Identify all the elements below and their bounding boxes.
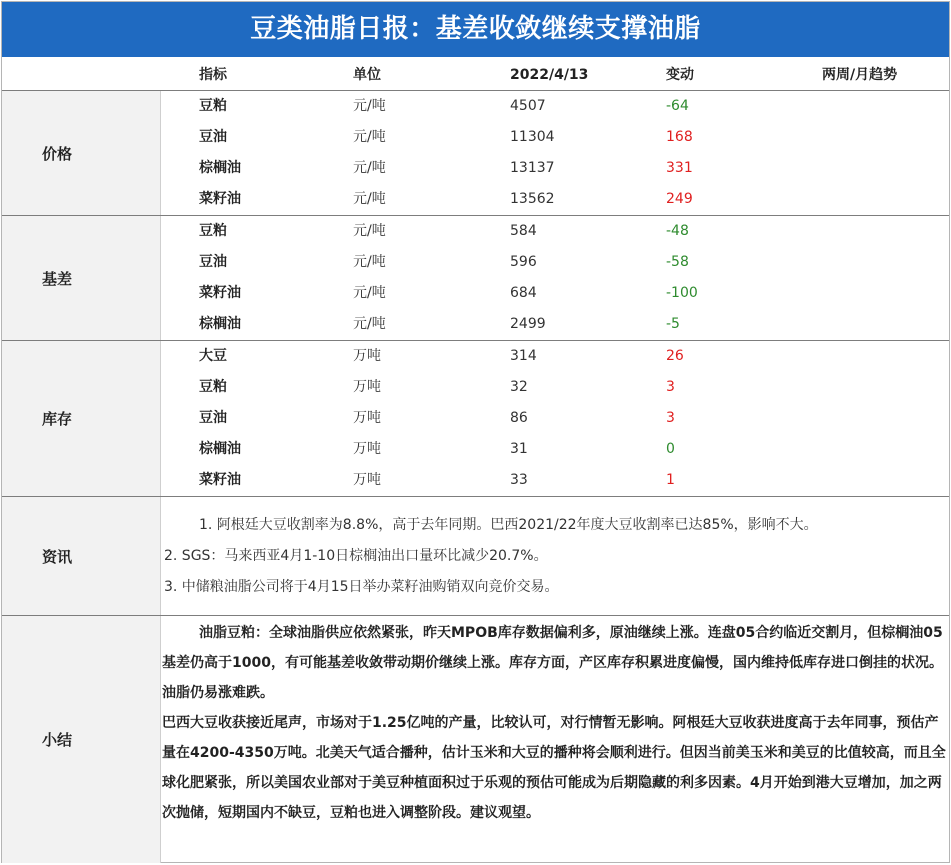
row-unit: 元/吨: [353, 285, 386, 301]
header-date: 2022/4/13: [510, 67, 589, 83]
row-value: 11304: [510, 129, 555, 145]
row-name: 棕榈油: [199, 160, 241, 176]
row-value: 596: [510, 254, 537, 270]
row-value: 32: [510, 379, 528, 395]
row-name: 豆粕: [199, 98, 227, 114]
row-name: 棕榈油: [199, 441, 241, 457]
summary-paragraph: 油脂豆粕：全球油脂供应依然紧张，昨天MPOB库存数据偏利多，原油继续上涨。连盘05合约临近交割月，但棕榈油05基差仍高于1000，有可能基差收敛带动期价继续上涨。库存方面，产区库存积累进度偏慢，国内维持低库存进口倒挂的状况。油脂仍易涨难跌。: [162, 625, 943, 701]
row-name: 大豆: [199, 348, 227, 364]
row-value: 31: [510, 441, 528, 457]
row-unit: 元/吨: [353, 129, 386, 145]
row-change: 3: [666, 410, 675, 426]
summary-text: [162, 618, 947, 828]
row-unit: 万吨: [353, 379, 381, 395]
row-change: 1: [666, 472, 675, 488]
row-value: 13137: [510, 160, 555, 176]
row-name: 棕榈油: [199, 316, 241, 332]
row-change: 168: [666, 129, 693, 145]
section-label-inventory: 库存: [2, 341, 160, 496]
divider: [160, 91, 161, 215]
summary-paragraph: 巴西大豆收获接近尾声，市场对于1.25亿吨的产量，比较认可，对行情暂无影响。阿根廷大豆收获进度高于去年同事，预估产量在4200-4350万吨。北美天气适合播种，估计玉米和大豆的播种将会顺利进行。但因当前美玉米和美豆的比值较高，而且全球化肥紧张，所以美国农业部对于美豆种植面积过于乐观的预估可能成为后期隐藏的利多因素。4月开始到港大豆增加，加之两次抛储，短期国内不缺豆，豆粕也进入调整阶段。建议观望。: [162, 715, 946, 821]
section-label-price: 价格: [2, 91, 160, 215]
row-change: -5: [666, 316, 680, 332]
row-change: 3: [666, 379, 675, 395]
row-unit: 元/吨: [353, 316, 386, 332]
row-change: -100: [666, 285, 698, 301]
row-value: 684: [510, 285, 537, 301]
row-change: -48: [666, 223, 689, 239]
row-change: 0: [666, 441, 675, 457]
divider: [160, 497, 161, 615]
row-name: 豆油: [199, 129, 227, 145]
row-value: 13562: [510, 191, 555, 207]
row-change: 26: [666, 348, 684, 364]
report-title: 豆类油脂日报：基差收敛继续支撑油脂: [2, 2, 949, 57]
row-unit: 万吨: [353, 472, 381, 488]
row-unit: 万吨: [353, 348, 381, 364]
row-unit: 元/吨: [353, 98, 386, 114]
row-value: 4507: [510, 98, 546, 114]
divider: [160, 216, 161, 340]
row-unit: 万吨: [353, 441, 381, 457]
header-change: 变动: [666, 67, 694, 83]
row-value: 2499: [510, 316, 546, 332]
daily-report: [1, 1, 950, 863]
header-trend: 两周/月趋势: [822, 67, 898, 83]
section-label-basis: 基差: [2, 216, 160, 340]
row-name: 菜籽油: [199, 285, 241, 301]
news-item: 1. 阿根廷大豆收割率为8.8%，高于去年同期。巴西2021/22年度大豆收割率已达85%，影响不大。: [199, 517, 818, 533]
row-name: 豆油: [199, 410, 227, 426]
row-value: 314: [510, 348, 537, 364]
row-value: 584: [510, 223, 537, 239]
row-change: 331: [666, 160, 693, 176]
row-change: -64: [666, 98, 689, 114]
header-indicator: 指标: [199, 67, 227, 83]
row-change: -58: [666, 254, 689, 270]
row-unit: 万吨: [353, 410, 381, 426]
row-unit: 元/吨: [353, 223, 386, 239]
row-value: 33: [510, 472, 528, 488]
section-label-news: 资讯: [2, 497, 160, 615]
row-name: 菜籽油: [199, 472, 241, 488]
row-name: 豆油: [199, 254, 227, 270]
row-value: 86: [510, 410, 528, 426]
row-unit: 元/吨: [353, 160, 386, 176]
news-item: 3. 中储粮油脂公司将于4月15日举办菜籽油购销双向竞价交易。: [164, 579, 559, 595]
row-unit: 元/吨: [353, 254, 386, 270]
row-name: 菜籽油: [199, 191, 241, 207]
divider: [160, 341, 161, 496]
row-name: 豆粕: [199, 223, 227, 239]
divider: [160, 616, 161, 863]
row-change: 249: [666, 191, 693, 207]
row-name: 豆粕: [199, 379, 227, 395]
header-unit: 单位: [353, 67, 381, 83]
news-item: 2. SGS：马来西亚4月1-10日棕榈油出口量环比减少20.7%。: [164, 548, 548, 564]
row-unit: 元/吨: [353, 191, 386, 207]
section-label-summary: 小结: [2, 616, 160, 863]
